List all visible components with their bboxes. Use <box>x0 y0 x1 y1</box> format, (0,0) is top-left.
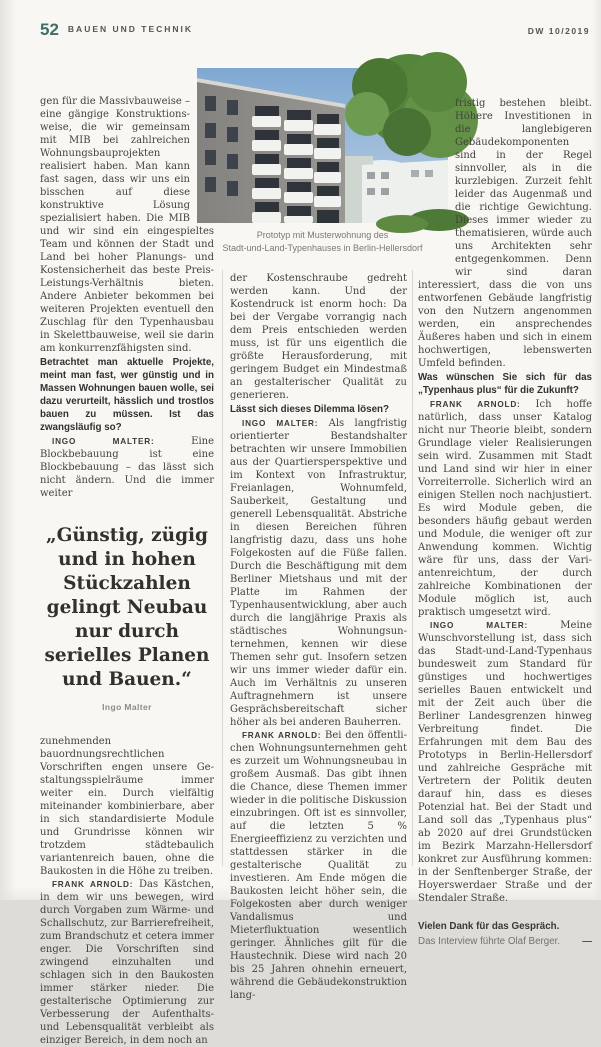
photo-caption-line1: Prototyp mit Musterwohnung des <box>256 230 389 240</box>
column-divider <box>412 270 413 866</box>
interview-answer <box>40 878 214 1047</box>
issue-label: DW 10/2019 <box>527 26 590 36</box>
interview-answer <box>418 619 592 905</box>
page-header <box>40 20 590 44</box>
interview-answer <box>418 398 592 619</box>
body-paragraph: fristig bestehen bleibt. Höhere Investitionen in die langlebigeren Gebäudekomponenten sind in der Regel sinnvoller, als in die kurzlebigen. Zurzeit fehlt leider das Augenmaß und die richtige Gewichtung. Dieses immer wieder zu thematisieren, würde auch uns Architekten sehr entgegenkommen. Denn wir sind daran interessiert, dass die von uns entworfenen Gebäude langfristig von den Nutzern angenommen werden, ein ansprechendes Äußeres haben und sich in einem hochwertigen, lebenswerten Umfeld befinden. <box>418 98 592 369</box>
answer-text: Das Kästchen, in dem wir uns bewegen, wird durch Vorgaben zum Wärme- und Schallschutz, zur Barrierefreiheit, zum Brandschutz et cetera immer enger. Die Vorschriften sind zwingend einzuhalten und schlagen sich in den Baukosten immer stärker nieder. Die gestalterische Optimierung zur Verbesserung der Aufenthalts- und Lebensqualität verbleibt als einziger Bereich, in dem noch an <box>40 879 214 1046</box>
speaker-label: INGO MALTER: <box>430 621 529 630</box>
speaker-label: INGO MALTER: <box>242 419 319 428</box>
end-of-article-dash: — <box>582 936 592 947</box>
page-number: 52 <box>40 20 59 39</box>
interview-question: Betrachtet man aktuelle Projekte, meint man fast, wer günstig und in Massen Wohnungen bauen wolle, sei dazu verurteilt, hässlich und trostlos bauen zu müssen. Ist das zwangsläufig so? <box>40 357 214 433</box>
body-paragraph: zunehmenden bauordnungsrechtlichen Vorschriften engen unsere Gestaltungsspielräume immer weiter ein. Durch vielfältig miteinander kombinierbare, aber in sich standardisierte Module und Grundrisse können wir trotzdem städtebaulich variantenreich bauen, ohne die Baukosten in die Höhe zu treiben. <box>40 736 214 877</box>
interview-answer <box>230 729 407 1002</box>
building-photo-graphic <box>197 68 448 223</box>
photo-caption-line2: Stadt-und-Land-Typenhauses in Berlin-Hellersdorf <box>222 243 423 253</box>
closing-byline <box>418 935 592 948</box>
speaker-label: FRANK ARNOLD: <box>430 400 521 409</box>
interview-question: Was wünschen Sie sich für das „Typenhaus plus“ für die Zukunft? <box>418 372 592 396</box>
column-divider <box>222 270 223 866</box>
pull-quote: „Günstig, zügig und in hohen Stückzahlen gelingt Neubau nur durch serielles Planen und Bauen.“ <box>44 525 210 690</box>
interview-question: Lässt sich dieses Dilemma lösen? <box>230 404 389 415</box>
speaker-label: INGO MALTER: <box>52 437 155 446</box>
body-paragraph: der Kostenschraube gedreht werden kann. Und der Kostendruck ist enorm hoch: Da bei der Vergabe vorrangig nach dem Preis entschieden werden muss, ist für uns eigentlich die größte Herausforderung, mit geringem Budget ein Mindestmaß an gestalterischer Qualität zu generieren. <box>230 273 407 401</box>
photo-wrap-spacer <box>190 95 214 225</box>
speaker-label: FRANK ARNOLD: <box>242 731 322 740</box>
prototype-building-photo <box>197 68 448 223</box>
column-middle <box>230 272 407 1002</box>
interview-answer <box>230 417 407 729</box>
interview-answer <box>40 435 214 500</box>
column-left <box>40 95 214 1047</box>
photo-wrap-spacer <box>418 97 455 273</box>
closing-thanks: Vielen Dank für das Gespräch. <box>418 921 560 932</box>
body-paragraph: gen für die Massivbauweise – eine gängige Konstruktionsweise, die wir gemeinsam mit MIB bei zahlreichen Wohnungsbauprojekten realisiert haben. Man kann fast sagen, dass wir uns ein bisschen auf diese konstruktive Lösung spezialisiert haben. Die MIB und wir sind ein eingespieltes Team und können der Stadt und Land bei hoher Planungs- und Kostensicherheit das beste Preis-Leistungs-Verhältnis bieten. Andere Anbieter bekommen bei weiteren Projekten eventuell den Zuschlag für den Typenhausbau in Skelettbauweise, weil sie darin am konkurrenzfähigsten sind. <box>40 96 214 354</box>
speaker-label: FRANK ARNOLD: <box>52 880 134 889</box>
answer-text: Als langfristig orientierter Bestandshalter betrachten wir unsere Immobilien aus der Quartiersperspektive und im Kontext von Infrastruktur, Freianlagen, Wohnumfeld, Sauberkeit, Gestaltung und generell Lebensqualität. Abstriche in diesen Bereichen führen langfristig dazu, dass uns hohe Folgekosten auf die Füße fallen. Durch die Beschäftigung mit dem Berliner Mietshaus und mit der Platte im Rahmen der Typenhausentwicklung, aber auch durch die langjährige Praxis als städtisches Wohnungsunternehmen, kennen wir diese Themen sehr gut. Insofern setzen wir uns immer wieder dafür ein. Auch im Verhältnis zu unseren Auftragnehmern ist unsere Gesprächsbereitschaft sicher höher als bei anderen Bauherren. <box>230 418 407 728</box>
answer-text: Meine Wunschvorstellung ist, dass sich das Stadt-und-Land-Typenhaus bundesweit zum Standard für günstiges und hochwertiges serielles Bauen entwickelt und mit der Zeit auch über die Berliner Landesgrenzen hinweg Verbreitung findet. Die Erfahrungen mit dem Bau des Prototyps in Berlin-Hellersdorf und zahlreiche Gespräche mit Vertretern der Politik deuten darauf hin, dass es dieses Potenzial hat. Bei der Stadt und Land soll das „Typenhaus plus“ ab 2020 auf drei Grundstücken im Bezirk Marzahn-Hellersdorf konkret zur Ausführung kommen: in der Senftenberger Straße, der Hoyerswerdaer Straße und der Stendaler Straße. <box>418 620 592 904</box>
answer-text: Bei den öffentlichen Wohnungsunternehmen geht es zurzeit um Wohnungsneubau in großem Ausmaß. Das gibt ihnen die Chance, diese Themen immer wieder in die politische Diskussion einzubringen. Oft ist es sinnvoller, auf die letzten 5 % Energieeffizienz zu verzichten und stattdessen stärker in die gestalterische Qualität zu investieren. Am Ende mögen die Baukosten leicht höher sein, die Folgekosten aber durch weniger Vandalismus und Mieterfluktuation wesentlich geringer. Ähnliches gilt für die Haustechnik. Diese wird nach 20 bis 25 Jahren ohnehin erneuert, während die Gebäudekonstruktion lang- <box>230 730 407 1001</box>
section-title: BAUEN UND TECHNIK <box>67 24 194 34</box>
pull-quote-attribution: Ingo Malter <box>102 702 152 712</box>
answer-text: Ich hoffe natürlich, dass unser Katalog nicht nur Theorie bleibt, sondern Grundlage vieler Realisierungen sein wird. Zusammen mit Stadt und Land sind wir hier in einer Vorreiterrolle. Sicherlich wird an einigen Stellen noch nachjustiert. Es wird Module geben, die besonders häufig gebaut werden und Module, die weniger oft zur Anwendung kommen. Wichtig wäre für uns, dass der Variantenreichtum, der durch zahlreiche Kombinationen der Module möglich ist, auch praktisch umgesetzt wird. <box>418 399 592 618</box>
column-right <box>418 97 592 948</box>
byline-text: Das Interview führte Olaf Berger. <box>418 936 561 947</box>
answer-text: Eine Blockbebauung ist eine Blockbebauung – das lässt sich nicht ändern. Und die immer weiter <box>40 436 214 499</box>
